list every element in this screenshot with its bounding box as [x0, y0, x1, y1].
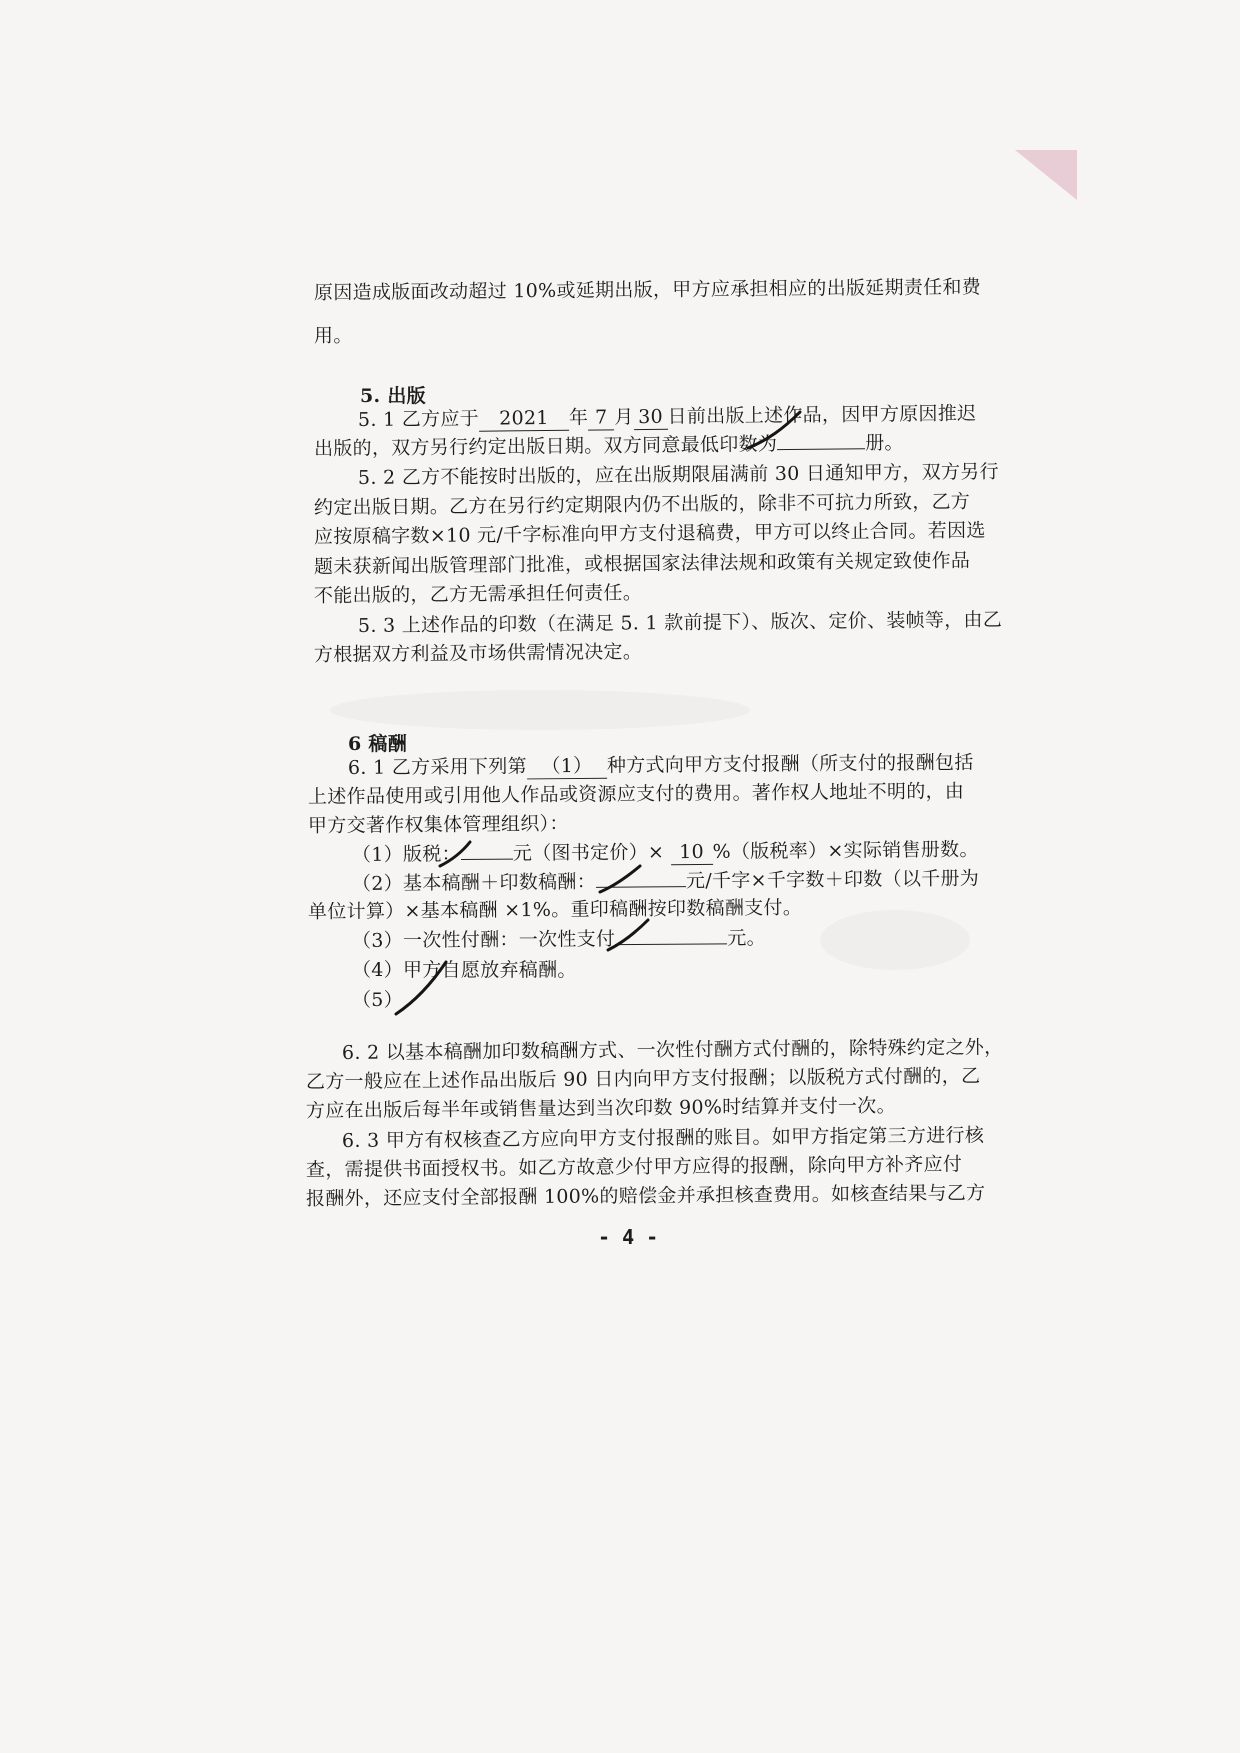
section-heading: 6 稿酬	[348, 733, 408, 755]
day-field: 30	[633, 405, 667, 430]
payment-choice-field: （1）	[527, 754, 607, 780]
text-line: 单位计算）×基本稿酬 ×1%。重印稿酬按印数稿酬支付。	[307, 896, 803, 923]
min-print-field	[777, 448, 865, 450]
clause-text: 月	[614, 406, 634, 429]
text-line: 5. 3 上述作品的印数（在满足 5. 1 款前提下）、版次、定价、装帧等，由乙	[357, 608, 1003, 637]
option-1	[352, 838, 979, 868]
month-field: 7	[588, 405, 614, 430]
text-line: 报酬外，还应支付全部报酬 100%的赔偿金并承担核查费用。如核查结果与乙方	[305, 1182, 986, 1210]
clause-text: 元/千字×千字数＋印数（以千册为	[685, 867, 980, 893]
option-2	[352, 867, 979, 896]
option-3	[352, 926, 766, 953]
text-line: 原因造成版面改动超过 10%或延期出版，甲方应承担相应的出版延期责任和费	[313, 276, 982, 304]
clause-text: 元（图书定价）×	[512, 841, 665, 865]
scan-smudge	[820, 910, 970, 970]
text-line: 6. 3 甲方有权核查乙方应向甲方支付报酬的账目。如甲方指定第三方进行核	[341, 1124, 985, 1152]
price-field	[461, 859, 513, 860]
text-line: 方根据双方利益及市场供需情况决定。	[313, 640, 643, 666]
clause-text: 种方式向甲方支付报酬（所支付的报酬包括	[606, 751, 974, 777]
clause-text: 日前出版上述作品，因甲方原因推迟	[667, 402, 977, 428]
clause-text: 5. 1 乙方应于	[357, 407, 480, 431]
clause-text: （2）基本稿酬＋印数稿酬：	[351, 870, 597, 895]
clause-text: 册。	[865, 431, 904, 455]
clause-text: %（版税率）×实际销售册数。	[712, 838, 979, 863]
text-line: 方应在出版后每半年或销售量达到当次印数 90%时结算并支付一次。	[305, 1094, 896, 1122]
text-line: 5. 2 乙方不能按时出版的，应在出版期限届满前 30 日通知甲方，双方另行	[357, 460, 1000, 489]
text-line: 6. 2 以基本稿酬加印数稿酬方式、一次性付酬方式付酬的，除特殊约定之外，	[341, 1036, 1004, 1064]
page-number: - 4 -	[598, 1225, 659, 1249]
clause-text: （1）版税：	[351, 843, 461, 866]
lump-sum-field	[615, 943, 727, 945]
text-line: 乙方一般应在上述作品出版后 90 日内向甲方支付报酬；以版税方式付酬的，乙	[305, 1065, 981, 1093]
base-fee-field	[596, 886, 686, 888]
text-line-5-1	[358, 402, 977, 433]
text-line: 题未获新闻出版管理部门批准，或根据国家法律法规和政策有关规定致使作品	[313, 549, 971, 578]
year-field: 2021	[479, 406, 569, 432]
option-5: （5）	[352, 989, 403, 1011]
clause-text: （3）一次性付酬：一次性支付	[351, 928, 616, 952]
text-line	[314, 431, 904, 461]
text-line: 应按原稿字数×10 元/千字标准向甲方支付退稿费，甲方可以终止合同。若因选	[313, 519, 986, 548]
section-heading: 5. 出版	[360, 385, 426, 407]
clause-text: 元。	[727, 927, 766, 950]
scan-smudge	[330, 690, 750, 730]
clause-text: 出版的，双方另行约定出版日期。双方同意最低印数为	[313, 433, 778, 460]
text-line-6-1	[348, 751, 974, 781]
text-line: 约定出版日期。乙方在另行约定期限内仍不出版的，除非不可抗力所致，乙方	[313, 490, 971, 519]
text-line: 甲方交著作权集体管理组织）：	[307, 812, 569, 837]
text-line: 上述作品使用或引用他人作品或资源应支付的费用。著作权人地址不明的，由	[307, 780, 965, 808]
text-line: 查，需提供书面授权书。如乙方故意少付甲方应得的报酬，除向甲方补齐应付	[305, 1153, 963, 1181]
pink-paper-corner	[1015, 150, 1077, 200]
option-4: （4）甲方自愿放弃稿酬。	[352, 959, 577, 981]
text-line: 不能出版的，乙方无需承担任何责任。	[313, 581, 643, 607]
text-line: 用。	[313, 324, 353, 347]
royalty-rate-field: 10	[670, 840, 712, 865]
clause-text: 6. 1 乙方采用下列第	[347, 755, 527, 779]
clause-text: 年	[568, 406, 589, 429]
